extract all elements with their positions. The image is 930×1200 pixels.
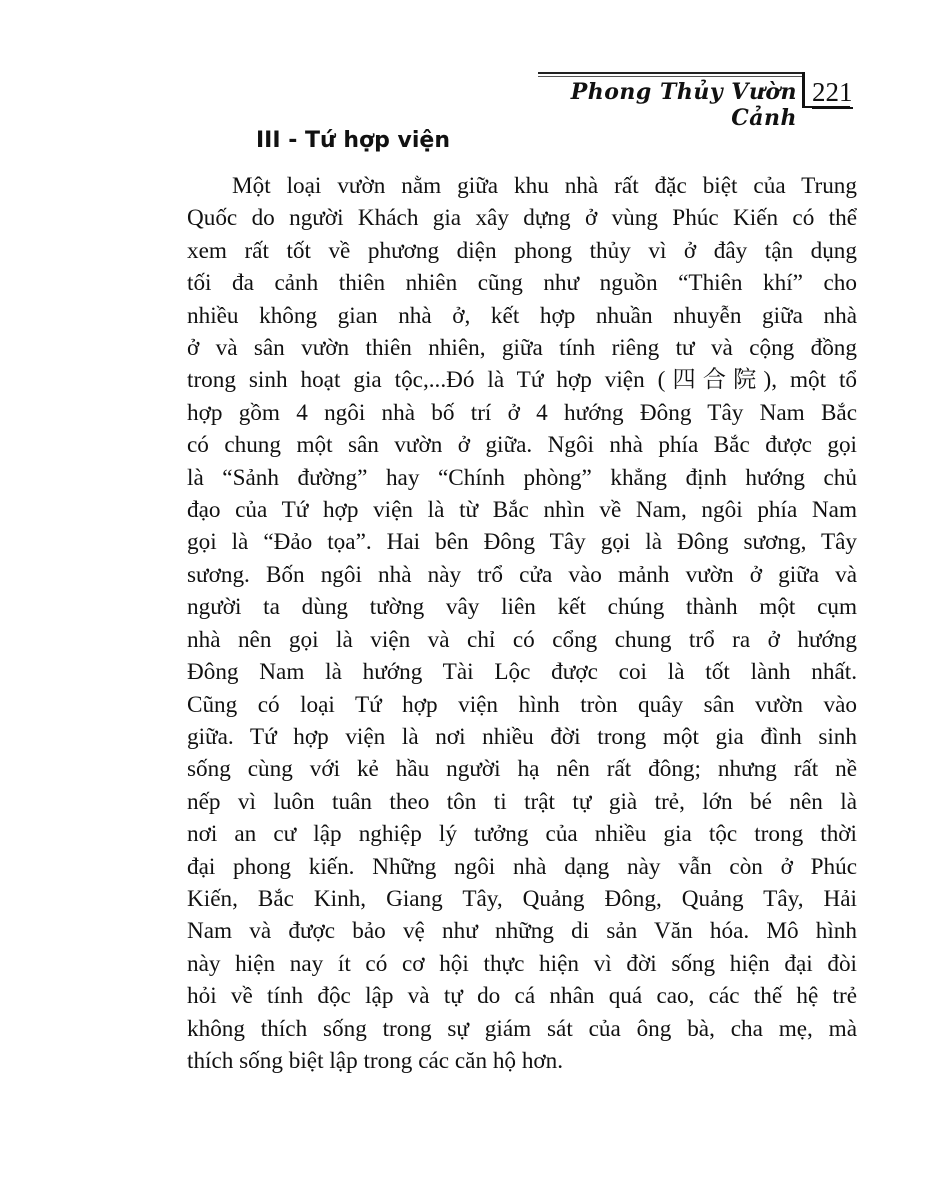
text-line: nhiều không gian nhà ở, kết hợp nhuần nhuyễn giữa nhà [187,302,857,329]
text-line: người ta dùng tường vây liên kết chúng thành một cụm [187,594,857,621]
text-line: hợp gồm 4 ngôi nhà bố trí ở 4 hướng Đông Tây Nam Bắc [187,399,857,426]
text-line: có chung một sân vườn ở giữa. Ngôi nhà phía Bắc được gọi [187,432,857,459]
text-line: là “Sảnh đường” hay “Chính phòng” khẳng định hướng chủ [187,464,857,491]
text-line: nếp vì luôn tuân theo tôn ti trật tự già trẻ, lớn bé nên là [187,788,857,815]
text-line: Cũng có loại Tứ hợp viện hình tròn quây sân vườn vào [187,691,857,718]
text-line: này hiện nay ít có cơ hội thực hiện vì đời sống hiện đại đòi [187,950,857,977]
page-number: 221 [812,77,853,107]
text-line: đại phong kiến. Những ngôi nhà dạng này vẫn còn ở Phúc [187,853,857,880]
text-line: sương. Bốn ngôi nhà này trổ cửa vào mảnh vườn ở giữa và [187,561,857,588]
text-line: sống cùng với kẻ hầu người hạ nên rất đông; nhưng rất nề [187,756,857,783]
text-line: Quốc do người Khách gia xây dựng ở vùng Phúc Kiến có thể [187,205,857,232]
header-rule-top [538,72,804,74]
text-line: Một loại vườn nằm giữa khu nhà rất đặc biệt của Trung [232,173,857,199]
text-line: trong sinh hoạt gia tộc,...Đó là Tứ hợp viện (四合院), một tổ [187,367,857,394]
text-line: gọi là “Đảo tọa”. Hai bên Đông Tây gọi là Đông sương, Tây [187,529,857,556]
text-line: Nam và được bảo vệ như những di sản Văn hóa. Mô hình [187,918,857,945]
header-rule-second [538,76,804,77]
text-line: Đông Nam là hướng Tài Lộc được coi là tốt lành nhất. [187,659,857,686]
text-line: hỏi về tính độc lập và tự do cá nhân quá cao, các thế hệ trẻ [187,983,857,1010]
text-line: tối đa cảnh thiên nhiên cũng như nguồn “Thiên khí” cho [187,270,857,297]
text-line: Kiến, Bắc Kinh, Giang Tây, Quảng Đông, Quảng Tây, Hải [187,885,857,912]
section-heading: III - Tứ hợp viện [256,128,450,153]
text-line: ở và sân vườn thiên nhiên, giữa tính riêng tư và cộng đồng [187,335,857,362]
text-line: nơi an cư lập nghiệp lý tưởng của nhiều gia tộc trong thời [187,821,857,848]
text-line: đạo của Tứ hợp viện là từ Bắc nhìn về Nam, ngôi phía Nam [187,497,857,524]
header-vertical-bar [802,72,805,107]
text-line: nhà nên gọi là viện và chỉ có cổng chung trổ ra ở hướng [187,626,857,653]
text-line: thích sống biệt lập trong các căn hộ hơn. [187,1047,564,1074]
text-line: không thích sống trong sự giám sát của ông bà, cha mẹ, mà [187,1015,857,1042]
body-paragraph [187,170,857,1077]
text-line: xem rất tốt về phương diện phong thủy vì ở đây tận dụng [187,237,857,264]
running-title: Phong Thủy Vườn Cảnh [570,79,797,131]
text-line: giữa. Tứ hợp viện là nơi nhiều đời trong một gia đình sinh [187,723,857,750]
